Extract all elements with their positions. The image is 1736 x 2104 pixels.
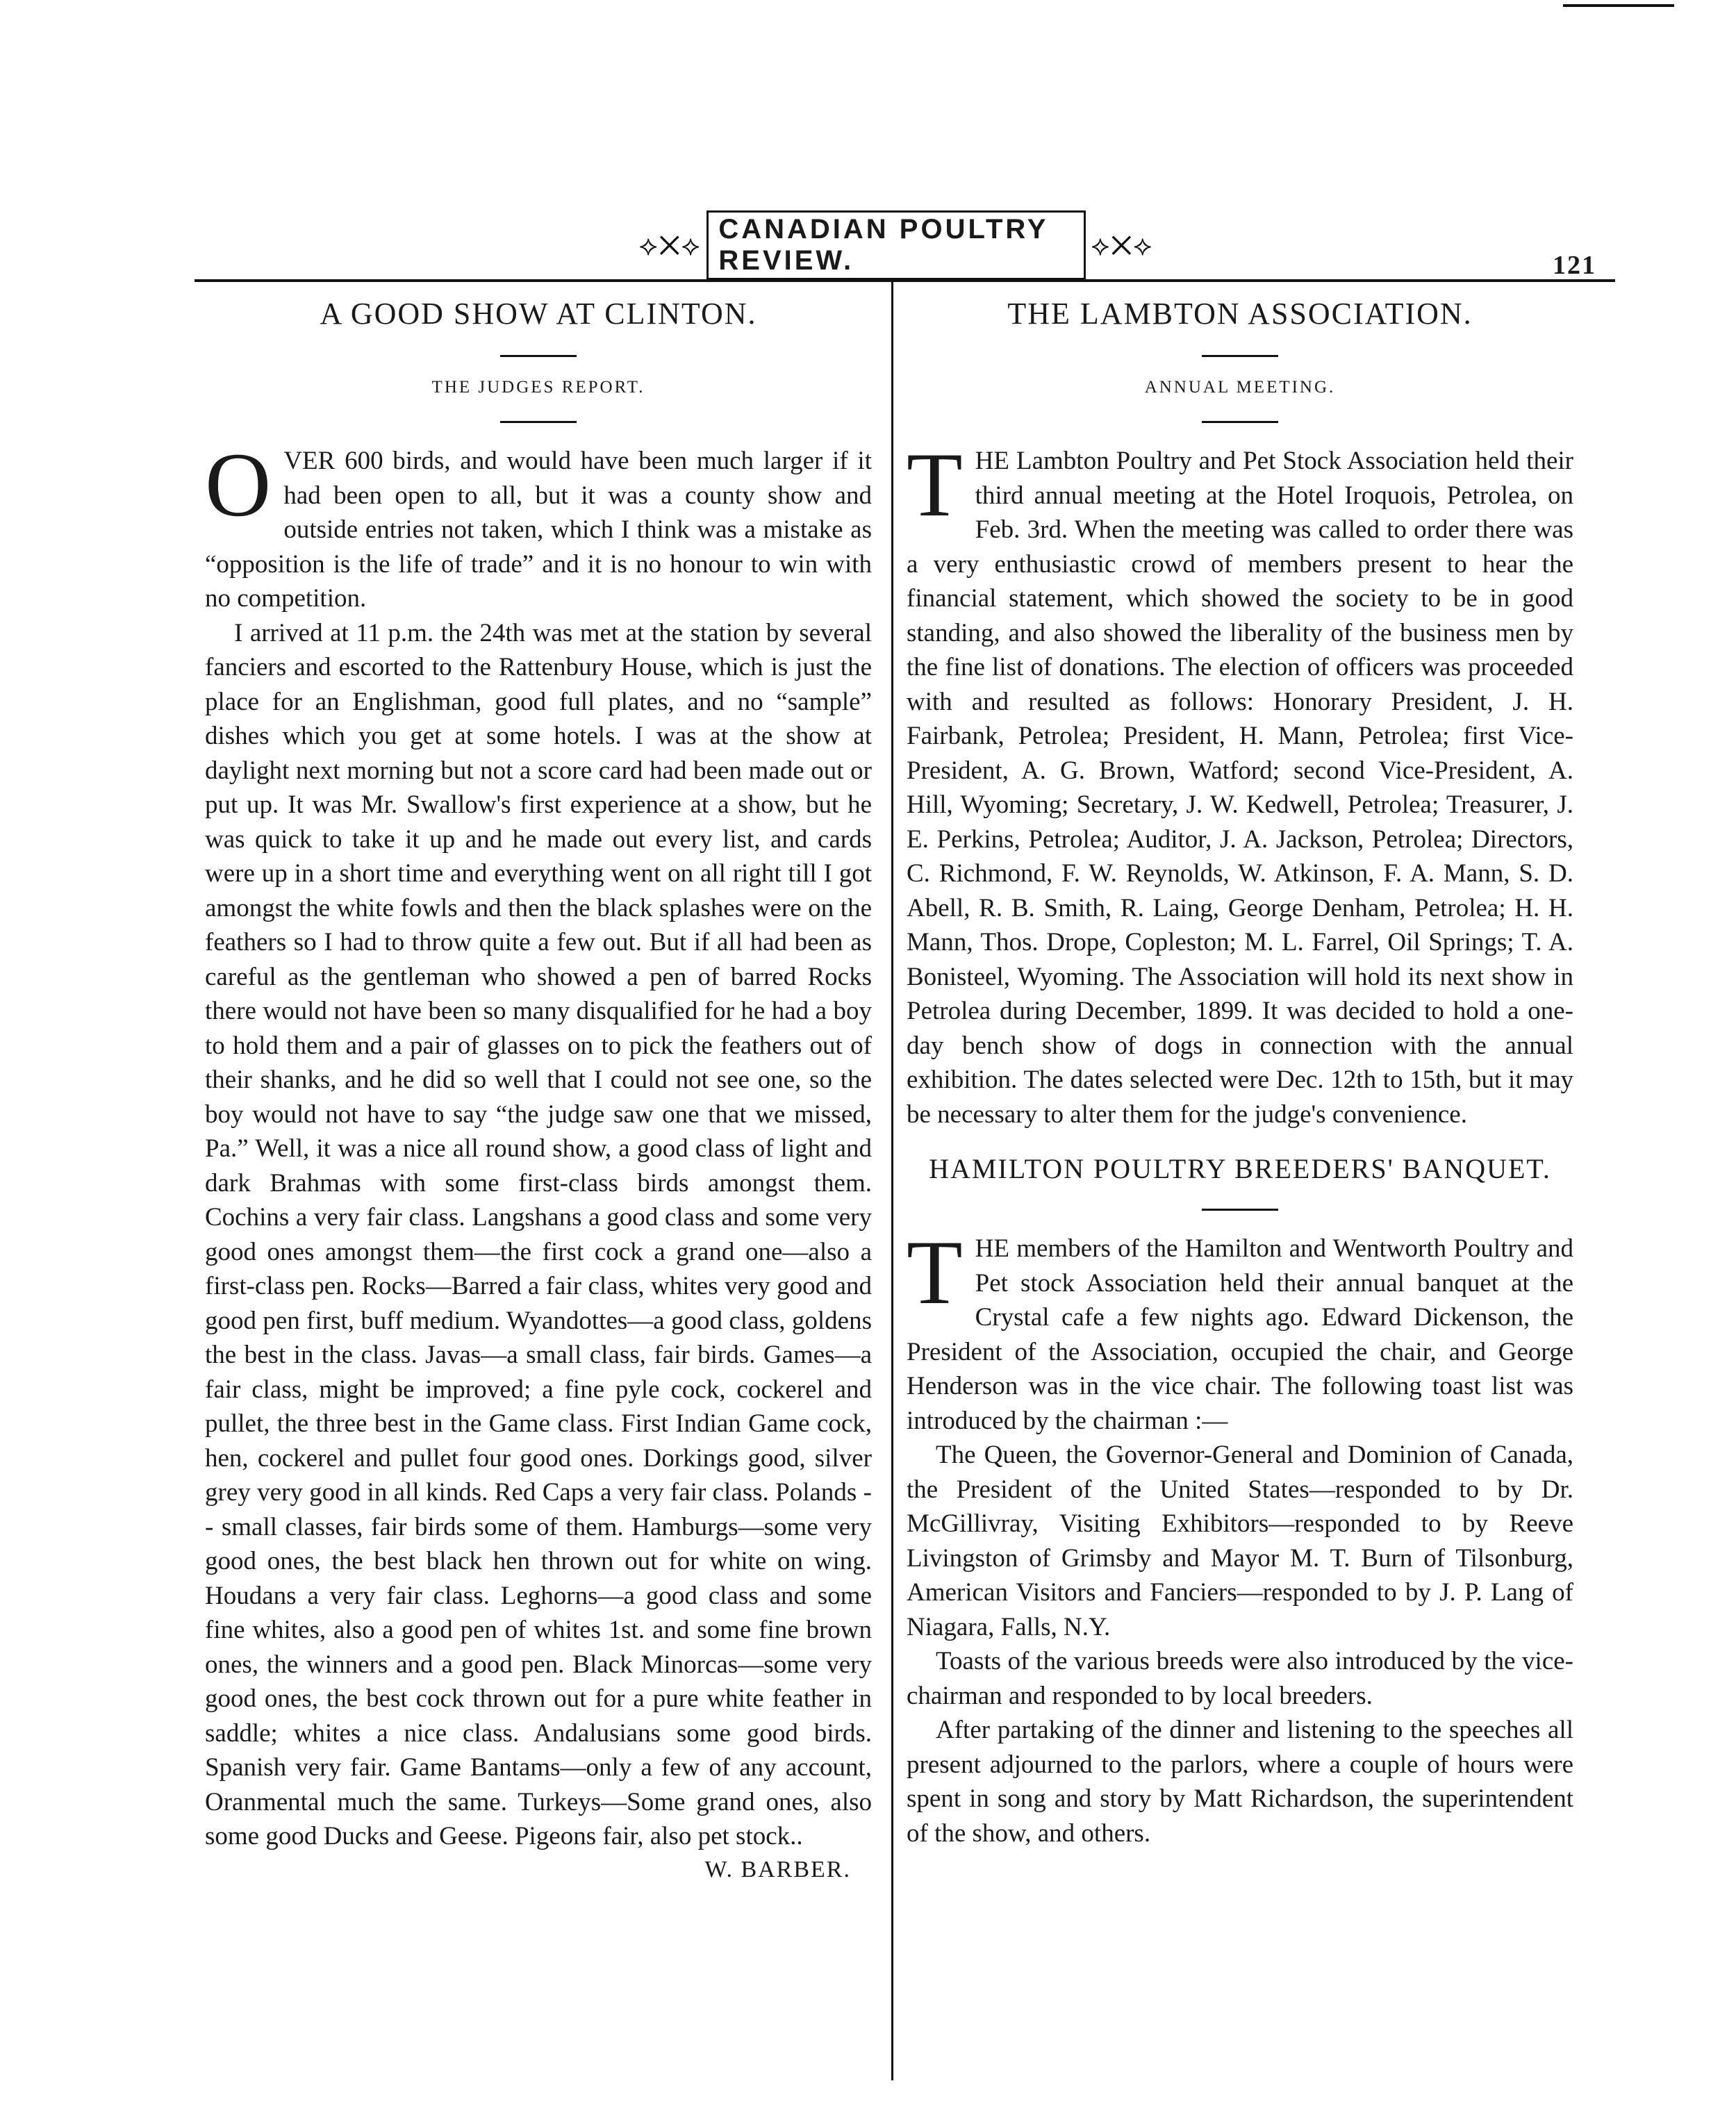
headline-lambton: THE LAMBTON ASSOCIATION.	[1007, 297, 1473, 331]
subhead-judges-report: THE JUDGES REPORT.	[431, 378, 645, 397]
ornament-right-icon: ⟡✕⟡	[1091, 229, 1153, 261]
masthead-title: CANADIAN POULTRY REVIEW.	[706, 210, 1085, 280]
ornament-left-icon: ⟡✕⟡	[639, 229, 702, 261]
headline-hamilton: HAMILTON POULTRY BREEDERS' BANQUET.	[929, 1153, 1551, 1184]
column-divider	[891, 281, 893, 2080]
paragraph: HE Lambton Poultry and Pet Stock Association held their third annual meeting at the Hotel Iroquois, Petrolea, on Feb. 3rd. When the meeting was called to order there was a very enthusiastic crowd of members present to hear the financial statement, which showed the society to be in good standing, and also showed the liberality of the business men by the fine list of donations. The election of officers was proceeded with and resulted as follows: Honorary President, J. H. Fairbank, Petrolea; President, H. Mann, Petrolea; first Vice-President, A. G. Brown, Watford; second Vice-President, A. Hill, Wyoming; Secretary, J. W. Kedwell, Petrolea; Treasurer, J. E. Perkins, Petrolea; Auditor, J. A. Jackson, Petrolea; Directors, C. Richmond, F. W. Reynolds, W. Atkinson, F. A. Mann, S. D. Abell, R. B. Smith, R. Laing, George Denham, Petrolea; H. H. Mann, Thos. Drope, Copleston; M. L. Farrel, Oil Springs; T. A. Bonisteel, Wyoming. The Association will hold its next show in Petrolea during December, 1899. It was decided to hold a one-day bench show of dogs in connection with the annual exhibition. The dates selected were Dec. 12th to 15th, but it may be necessary to alter them for the judge's convenience.	[907, 447, 1573, 1129]
paragraph: VER 600 birds, and would have been much larger if it had been open to all, but it was a county show and outside entries not taken, which I think was a mistake as “opposition is the life of trade” and it is no honour to win with no competition.	[205, 447, 872, 613]
right-column	[907, 285, 1573, 1850]
subhead-rule	[500, 421, 577, 423]
headline-rule	[1202, 355, 1278, 357]
drop-cap: O	[205, 433, 272, 536]
paragraph: I arrived at 11 p.m. the 24th was met at the station by several fanciers and escorted to the Rattenbury House, which is just the place for an Englishman, good full plates, and no “sample” dishes which you get at some hotels. I was at the show at daylight next morning but not a score card had been made out or put up. It was Mr. Swallow's first experience at a show, but he was quick to take it up and he made out every list, and cards were up in a short time and everything went on all right till I got amongst the white fowls and then the black splashes were on the feathers so I had to throw quite a few out. But if all had been as careful as the gentleman who showed a pen of barred Rocks there would not have been so many disqualified for he had a boy to hold them and a pair of glasses on to pick the feathers out of their shanks, and he did so well that I could not see one, so the boy would not have to say “the judge saw one that we missed, Pa.” Well, it was a nice all round show, a good class of light and dark Brahmas with some first-class birds amongst them. Cochins a very fair class. Langshans a good class and some very good ones amongst them—the first cock a grand one—also a first-class pen. Rocks—Barred a fair class, whites very good and good pen first, buff medium. Wyandottes—a good class, goldens the best in the class. Javas—a small class, fair birds. Games—a fair class, might be improved; a fine pyle cock, cockerel and pullet, the three best in the Game class. First Indian Game cock, hen, cockerel and pullet four good ones. Dorkings good, silver grey very good in all kinds. Red Caps a very fair class. Polands -- small classes, fair birds some of them. Hamburgs—some very good ones, the best black hen thrown out for white on wing. Houdans a very fair class. Leghorns—a good class and some fine whites, also a good pen of whites 1st. and some fine brown ones, the winners and a good pen. Black Minorcas—some very good ones, the best cock thrown out for a pure white feather in saddle; whites a nice class. Andalusians some good birds. Spanish very fair. Game Bantams—only a few of any account, Oranmental much the same. Turkeys—Some grand ones, also some good Ducks and Geese. Pigeons fair, also pet stock..	[205, 618, 872, 1850]
drop-cap: T	[907, 1221, 963, 1323]
left-column	[205, 285, 872, 1883]
headline-rule	[1202, 1209, 1278, 1211]
paragraph: The Queen, the Governor-General and Dominion of Canada, the President of the United States—responded to by Dr. McGillivray, Visiting Exhibitors—responded to by Reeve Livingston of Grimsby and Mayor M. T. Burn of Tilsonburg, American Visitors and Fanciers—responded to by J. P. Lang of Niagara, Falls, N.Y.	[907, 1441, 1573, 1641]
headline-clinton: A GOOD SHOW AT CLINTON.	[320, 297, 757, 331]
header-rule	[195, 279, 1615, 282]
page-number: 121	[1553, 251, 1596, 280]
article-lambton	[907, 433, 1573, 1132]
paragraph: Toasts of the various breeds were also introduced by the vice-chairman and responded to by local breeders.	[907, 1647, 1573, 1710]
masthead	[639, 214, 1153, 276]
paragraph: HE members of the Hamilton and Wentworth Poultry and Pet stock Association held their annual banquet at the Crystal cafe a few nights ago. Edward Dickenson, the President of the Association, occupied the chair, and George Henderson was in the vice chair. The following toast list was introduced by the chairman :—	[907, 1234, 1573, 1435]
subhead-annual-meeting: ANNUAL MEETING.	[1144, 378, 1336, 397]
paragraph: After partaking of the dinner and listening to the speeches all present adjourned to the parlors, where a couple of hours were spent in song and story by Matt Richardson, the superintendent of the show, and others.	[907, 1716, 1573, 1848]
headline-rule	[500, 355, 577, 357]
article-hamilton	[907, 1221, 1573, 1850]
article-clinton	[205, 433, 872, 1883]
edge-rule	[1563, 4, 1674, 7]
drop-cap: T	[907, 433, 963, 536]
subhead-rule	[1202, 421, 1278, 423]
author-signature: W. BARBER.	[704, 1856, 851, 1882]
